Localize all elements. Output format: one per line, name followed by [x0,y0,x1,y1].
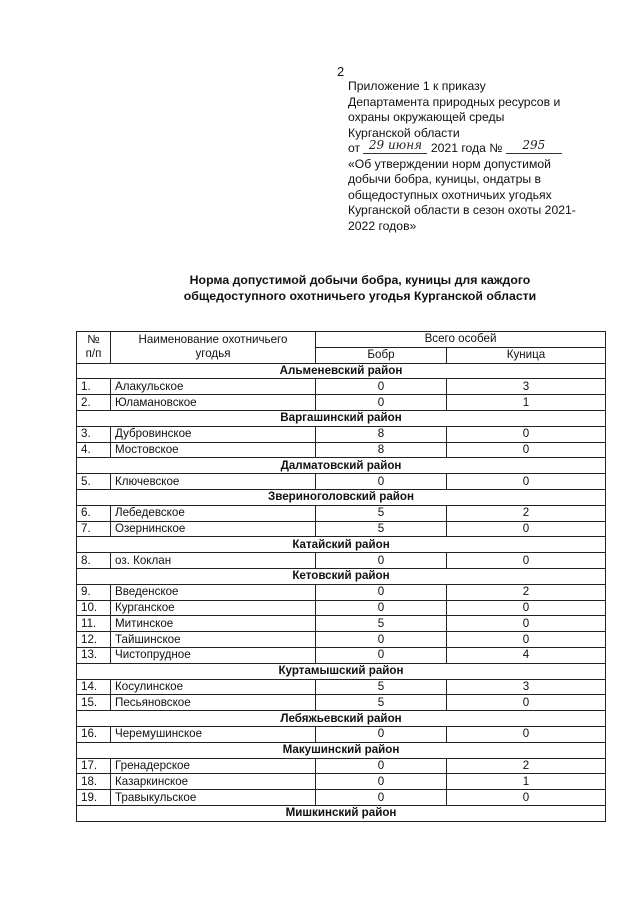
beaver-count: 8 [316,442,447,458]
order-date-line [348,138,610,157]
district-row [77,663,606,679]
beaver-count: 5 [316,505,447,521]
district-name: Мишкинский район [77,805,606,821]
hunting-ground-name: оз. Коклан [111,553,316,569]
hunting-ground-name: Дубровинское [111,426,316,442]
header-beaver: Бобр [316,347,447,363]
appendix-quote-4: Курганской области в сезон охоты 2021- [348,203,576,217]
district-name: Кетовский район [77,568,606,584]
beaver-count: 0 [316,553,447,569]
table-row [77,505,606,521]
marten-count: 0 [447,790,606,806]
table-row [77,474,606,490]
appendix-quote-2: добычи бобра, куницы, ондатры в [348,172,541,186]
handwritten-number: 295 [522,138,546,152]
appendix-line-2: Департамента природных ресурсов и [348,94,561,109]
table-row [77,726,606,742]
beaver-count: 5 [316,616,447,632]
beaver-count: 0 [316,774,447,790]
district-row [77,568,606,584]
row-number: 5. [77,474,111,490]
district-name: Альменевский район [77,363,606,379]
handwritten-date: 29 июня [368,138,423,152]
table-row [77,379,606,395]
row-number: 2. [77,395,111,411]
row-number: 15. [77,695,111,711]
hunting-ground-name: Ключевское [111,474,316,490]
beaver-count: 8 [316,426,447,442]
marten-count: 4 [447,647,606,663]
table-row [77,774,606,790]
hunting-ground-name: Алакульское [111,379,316,395]
district-name: Катайский район [77,537,606,553]
hunting-ground-name: Казаркинское [111,774,316,790]
marten-count: 0 [447,553,606,569]
hunting-ground-name: Лебедевское [111,505,316,521]
hunting-ground-name: Митинское [111,616,316,632]
beaver-count: 5 [316,521,447,537]
row-number: 14. [77,679,111,695]
hunting-ground-name: Введенское [111,584,316,600]
beaver-count: 5 [316,679,447,695]
appendix-quote-3: общедоступных охотничьих угодьях [348,187,552,202]
header-marten: Куница [447,347,606,363]
table-row [77,521,606,537]
norms-table [76,331,606,822]
marten-count: 0 [447,632,606,648]
beaver-count: 0 [316,790,447,806]
marten-count: 1 [447,774,606,790]
marten-count: 0 [447,600,606,616]
appendix-line-1: Приложение 1 к приказу [348,79,486,93]
marten-count: 3 [447,379,606,395]
title-line-1: Норма допустимой добычи бобра, куницы для каждого [189,273,531,287]
table-row [77,758,606,774]
hunting-ground-name: Озернинское [111,521,316,537]
title-line-2: общедоступного охотничьего угодья Курганской области [183,289,537,303]
table-row [77,600,606,616]
table-row [77,632,606,648]
table-row [77,584,606,600]
page-number: 2 [337,64,345,79]
district-name: Звериноголовский район [77,489,606,505]
beaver-count: 0 [316,758,447,774]
district-name: Варгашинский район [77,410,606,426]
row-number: 17. [77,758,111,774]
appendix-quote-5: 2022 годов» [348,218,417,233]
hunting-ground-name: Травыкульское [111,790,316,806]
beaver-count: 0 [316,379,447,395]
row-number: 19. [77,790,111,806]
hunting-ground-name: Мостовское [111,442,316,458]
table-row [77,616,606,632]
table-row [77,395,606,411]
beaver-count: 0 [316,647,447,663]
district-row [77,537,606,553]
hunting-ground-name: Гренадерское [111,758,316,774]
row-number: 4. [77,442,111,458]
hunting-ground-name: Юламановское [111,395,316,411]
document-title [80,272,640,304]
beaver-count: 0 [316,632,447,648]
row-number: 11. [77,616,111,632]
marten-count: 2 [447,505,606,521]
row-number: 1. [77,379,111,395]
district-row [77,742,606,758]
marten-count: 0 [447,616,606,632]
order-number-field [506,138,562,154]
row-number: 16. [77,726,111,742]
district-row [77,363,606,379]
table-row [77,442,606,458]
hunting-ground-name: Чистопрудное [111,647,316,663]
table-row [77,679,606,695]
beaver-count: 5 [316,695,447,711]
marten-count: 0 [447,426,606,442]
row-number: 6. [77,505,111,521]
district-row [77,711,606,727]
appendix-line-4: Курганской области [348,125,460,140]
row-number: 9. [77,584,111,600]
district-name: Далматовский район [77,458,606,474]
district-row [77,489,606,505]
row-number: 12. [77,632,111,648]
hunting-ground-name: Косулинское [111,679,316,695]
hunting-ground-name: Песьяновское [111,695,316,711]
beaver-count: 0 [316,584,447,600]
header-name: Наименование охотничьего угодья [111,332,316,364]
row-number: 8. [77,553,111,569]
table-row [77,426,606,442]
table-body [77,363,606,821]
district-name: Лебяжьевский район [77,711,606,727]
appendix-block [348,79,610,234]
table-row [77,695,606,711]
from-label: от [348,141,361,155]
district-row [77,410,606,426]
hunting-ground-name: Черемушинское [111,726,316,742]
year-label: 2021 года № [430,141,503,155]
row-number: 3. [77,426,111,442]
district-name: Макушинский район [77,742,606,758]
table-row [77,647,606,663]
beaver-count: 0 [316,474,447,490]
marten-count: 0 [447,474,606,490]
district-row [77,805,606,821]
marten-count: 3 [447,679,606,695]
district-row [77,458,606,474]
beaver-count: 0 [316,726,447,742]
hunting-ground-name: Тайшинское [111,632,316,648]
marten-count: 0 [447,726,606,742]
row-number: 10. [77,600,111,616]
appendix-line-3: охраны окружающей среды [348,110,505,124]
header-total: Всего особей [316,332,606,348]
hunting-ground-name: Курганское [111,600,316,616]
marten-count: 0 [447,521,606,537]
row-number: 7. [77,521,111,537]
appendix-quote-1: «Об утверждении норм допустимой [348,156,551,171]
table-row [77,790,606,806]
marten-count: 0 [447,695,606,711]
row-number: 18. [77,774,111,790]
beaver-count: 0 [316,600,447,616]
marten-count: 0 [447,442,606,458]
row-number: 13. [77,647,111,663]
marten-count: 2 [447,758,606,774]
table-row [77,553,606,569]
header-num: № п/п [77,332,111,364]
marten-count: 1 [447,395,606,411]
marten-count: 2 [447,584,606,600]
district-name: Куртамышский район [77,663,606,679]
beaver-count: 0 [316,395,447,411]
date-field [363,138,427,154]
